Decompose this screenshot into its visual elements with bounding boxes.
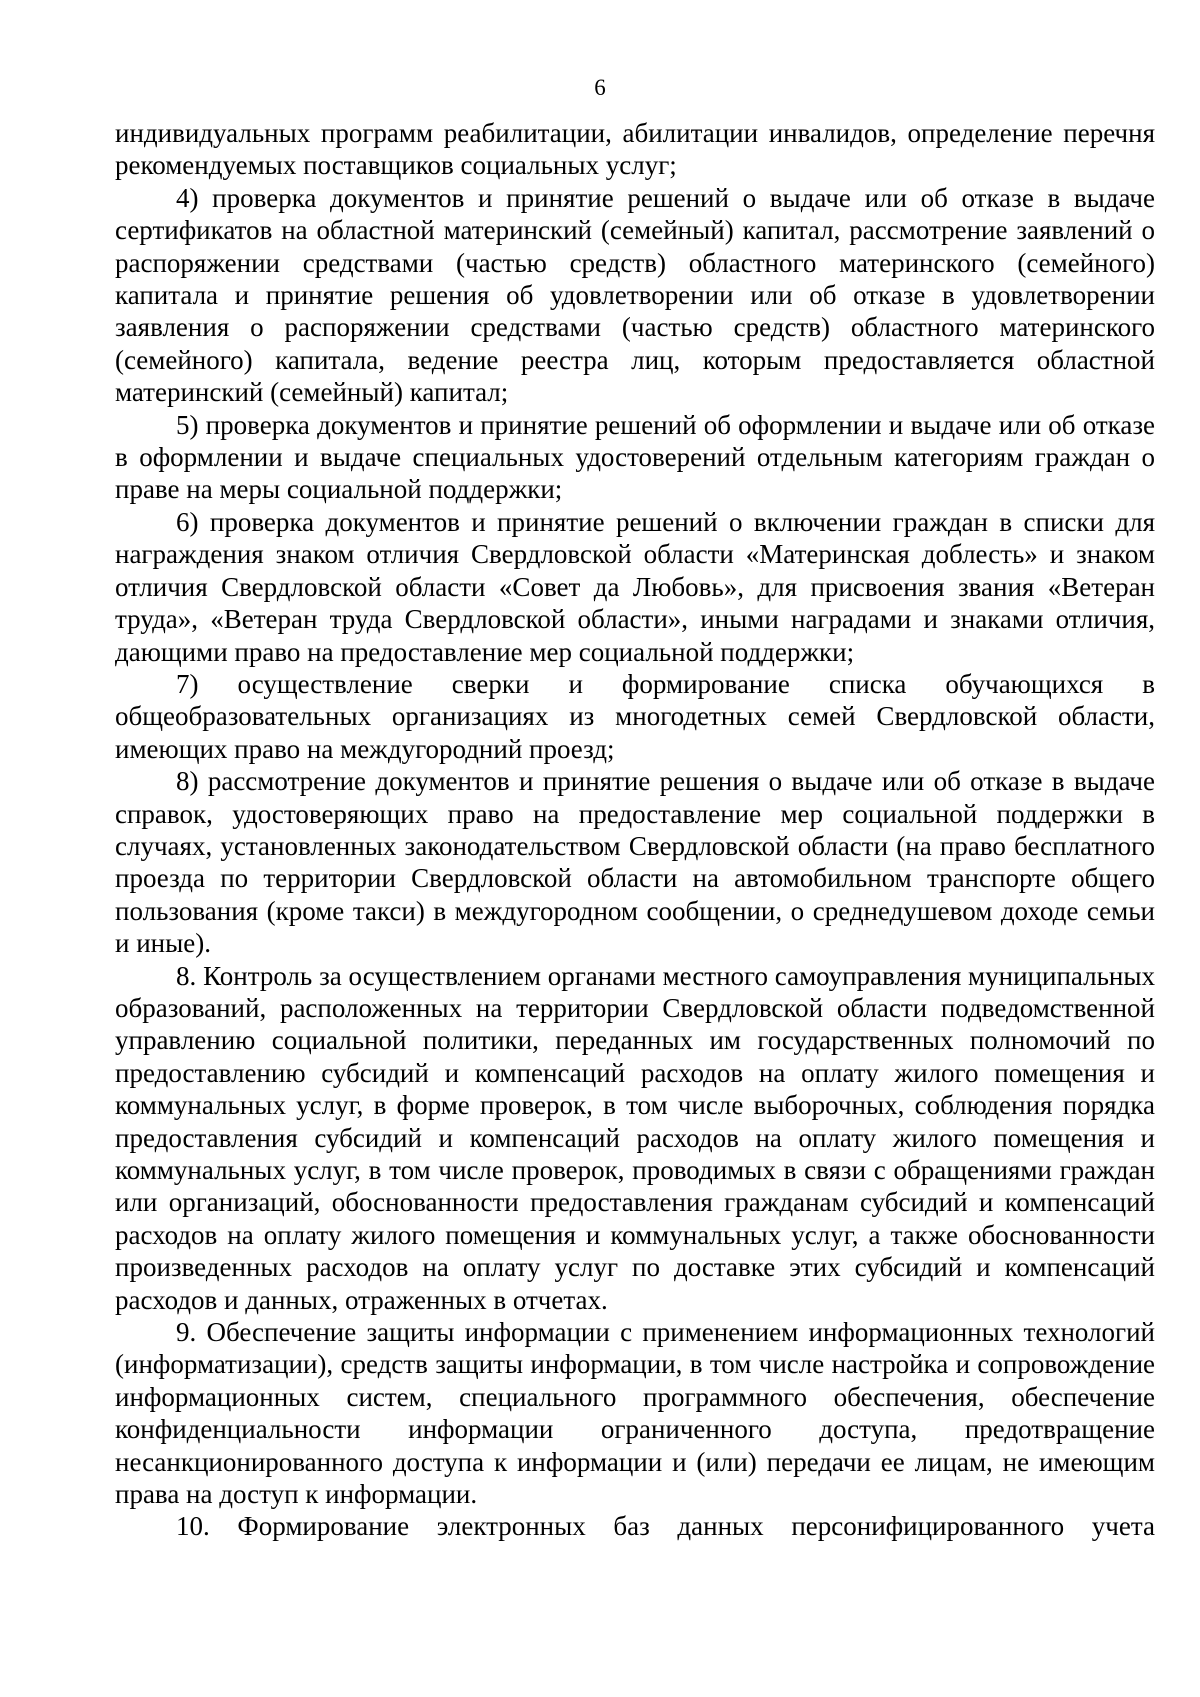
paragraph-item-8: 8) рассмотрение документов и принятие решения о выдаче или об отказе в выдаче справок, удостоверяющих право на предоставление мер социальной поддержки в случаях, установленных законодательством Свердловской области (на право бесплатного проезда по территории Свердловской области на автомобильном транспорте общего пользования (кроме такси) в междугородном сообщении, о среднедушевом доходе семьи и иные). — [115, 766, 1155, 959]
paragraph-section-8: 8. Контроль за осуществлением органами местного самоуправления муниципальных образований, расположенных на территории Свердловской области подведомственной управлению социальной политики, переданных им государственных полномочий по предоставлению субсидий и компенсаций расходов на оплату жилого помещения и коммунальных услуг, в форме проверок, в том числе выборочных, соблюдения порядка предоставления субсидий и компенсаций расходов на оплату жилого помещения и коммунальных услуг, в том числе проверок, проводимых в связи с обращениями граждан или организаций, обоснованности предоставления гражданам субсидий и компенсаций расходов на оплату жилого помещения и коммунальных услуг, а также обоснованности произведенных расходов на оплату услуг по доставке этих субсидий и компенсаций расходов и данных, отраженных в отчетах. — [115, 960, 1155, 1315]
paragraph-item-6: 6) проверка документов и принятие решений о включении граждан в списки для награждения знаком отличия Свердловской области «Материнская доблесть» и знаком отличия Свердловской области «Совет да Любовь», для присвоения звания «Ветеран труда», «Ветеран труда Свердловской области», иными наградами и знаками отличия, дающими право на предоставление мер социальной поддержки; — [115, 506, 1155, 667]
paragraph-item-4: 4) проверка документов и принятие решений о выдаче или об отказе в выдаче сертификатов на областной материнский (семейный) капитал, рассмотрение заявлений о распоряжении средствами (частью средств) областного материнского (семейного) капитала и принятие решения об удовлетворении или об отказе в удовлетворении заявления о распоряжении средствами (частью средств) областного материнского (семейного) капитала, ведение реестра лиц, которым предоставляется областной материнский (семейный) капитал; — [115, 182, 1155, 408]
paragraph-item-5: 5) проверка документов и принятие решений об оформлении и выдаче или об отказе в оформлении и выдаче специальных удостоверений отдельным категориям граждан о праве на меры социальной поддержки; — [115, 409, 1155, 505]
paragraph-continuation: индивидуальных программ реабилитации, абилитации инвалидов, определение перечня рекомендуемых поставщиков социальных услуг; — [115, 118, 1155, 181]
document-body — [115, 117, 1155, 1543]
paragraph-section-9: 9. Обеспечение защиты информации с применением информационных технологий (информатизации), средств защиты информации, в том числе настройка и сопровождение информационных систем, специального программного обеспечения, обеспечение конфиденциальности информации ограниченного доступа, предотвращение несанкционированного доступа к информации и (или) передачи ее лицам, не имеющим права на доступ к информации. — [115, 1317, 1155, 1510]
paragraph-section-10: 10. Формирование электронных баз данных персонифицированного учета — [176, 1511, 1155, 1542]
page-number: 6 — [594, 75, 606, 100]
paragraph-item-7: 7) осуществление сверки и формирование списка обучающихся в общеобразовательных организациях из многодетных семей Свердловской области, имеющих право на междугородний проезд; — [115, 668, 1155, 764]
